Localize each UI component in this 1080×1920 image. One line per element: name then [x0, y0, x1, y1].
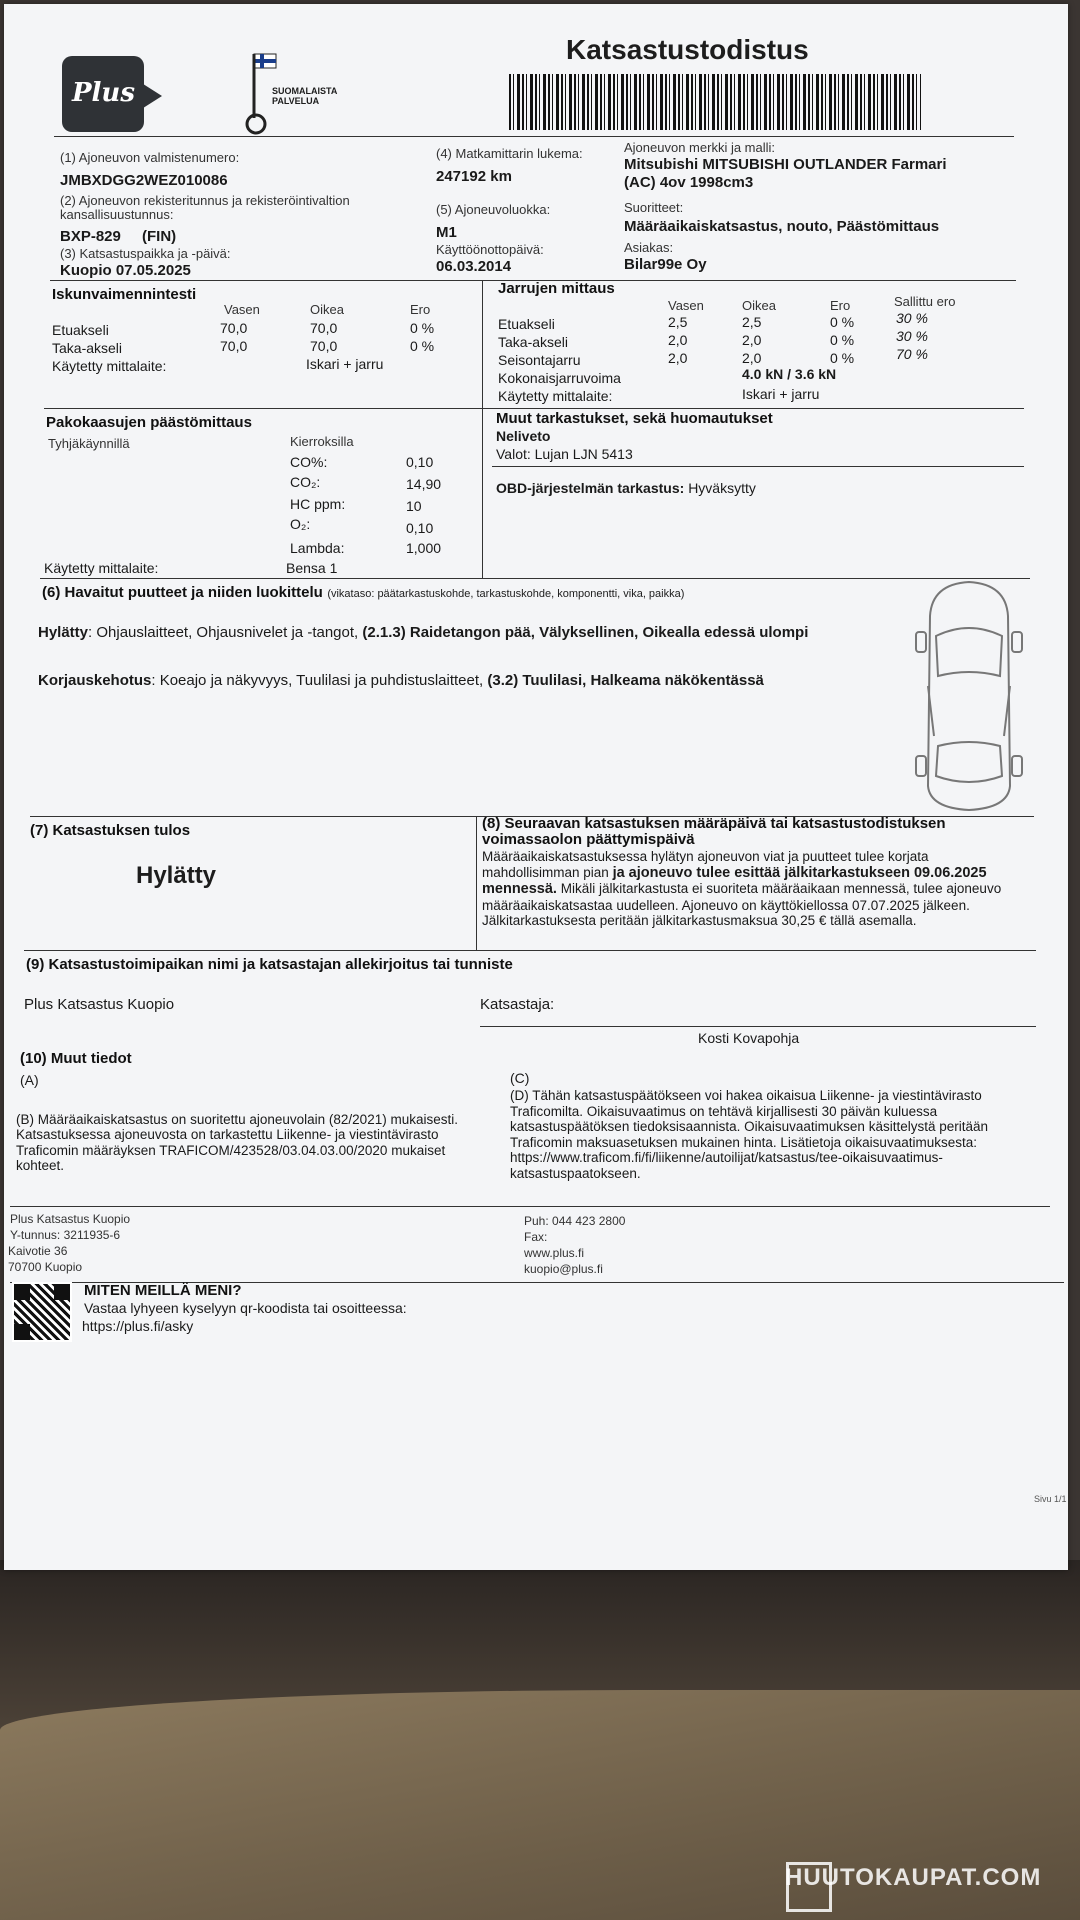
brakes-col-right: Oikea — [742, 298, 776, 313]
logo-arrow-icon — [140, 82, 162, 110]
next-text — [482, 849, 1002, 929]
emissions-title: Pakokaasujen päästömittaus — [46, 414, 252, 431]
brakes-row-diff: 0 % — [830, 314, 855, 330]
brakes-row-diff: 0 % — [830, 350, 855, 366]
emissions-rpm: Kierroksilla — [290, 434, 354, 449]
defects-title: (6) Havaitut puutteet ja niiden luokittelu — [42, 584, 323, 601]
defect-fail-detail: (2.1.3) Raidetangon pää, Välyksellinen, Oikealla edessä ulompi — [362, 624, 809, 641]
vin-label: (1) Ajoneuvon valmistenumero: — [60, 150, 240, 165]
place-label: (3) Katsastuspaikka ja -päivä: — [60, 246, 231, 261]
footer-email: kuopio@plus.fi — [524, 1262, 603, 1276]
document-title: Katsastustodistus — [566, 34, 809, 65]
next-text-1: Määräaikaiskatsastuksessa hylätyn ajoneuvon viat ja puutteet tulee korjata mahdollisimman pian — [482, 849, 929, 880]
obd-value: Hyväksytty — [688, 480, 756, 496]
odometer-value: 247192 km — [436, 168, 512, 185]
divider — [492, 466, 1024, 467]
footer-phone: Puh: 044 423 2800 — [524, 1214, 626, 1228]
emissions-row-value: 10 — [406, 498, 422, 514]
reg-country: (FIN) — [142, 228, 177, 245]
footer-company: Plus Katsastus Kuopio — [10, 1212, 131, 1226]
brakes-row-name: Taka-akseli — [498, 334, 569, 350]
brakes-row-right: 2,0 — [742, 332, 762, 348]
signature-line — [480, 1026, 1036, 1027]
customer-label: Asiakas: — [624, 240, 674, 255]
service-label: Suoritteet: — [624, 200, 684, 215]
intro-date-label: Käyttöönottopäivä: — [436, 242, 544, 257]
divider — [482, 280, 483, 578]
other-info-a: (A) — [20, 1072, 39, 1088]
customer-value: Bilar99e Oy — [624, 256, 707, 273]
brakes-total-label: Kokonaisjarruvoima — [498, 370, 621, 386]
make-line1: Mitsubishi MITSUBISHI OUTLANDER Farmari — [624, 156, 947, 173]
shock-row-diff: 0 % — [410, 320, 435, 336]
vin-value: JMBXDGG2WEZ010086 — [60, 172, 228, 189]
other-info-title: (10) Muut tiedot — [20, 1050, 132, 1067]
service-value: Määräaikaiskatsastus, nouto, Päästömittaus — [624, 218, 940, 235]
brakes-row-name: Seisontajarru — [498, 352, 581, 368]
divider — [10, 1206, 1050, 1207]
shock-row-left: 70,0 — [220, 320, 248, 336]
other-info-b: (B) Määräaikaiskatsastus on suoritettu ajoneuvolain (82/2021) mukaisesti. Katsastuksessa ajoneuvosta on tarkastettu Liikenne- ja viestintävirasto Traficomin määräyksen TRAFICOM/423528/03.04.03.00/2020 mukaiset kohteet. — [16, 1112, 458, 1174]
footer-city: 70700 Kuopio — [8, 1260, 83, 1274]
brakes-col-diff: Ero — [830, 298, 851, 313]
shock-col-left: Vasen — [224, 302, 260, 317]
emissions-row-value: 0,10 — [406, 454, 434, 470]
survey-url[interactable]: https://plus.fi/asky — [82, 1318, 194, 1334]
brakes-row-left: 2,5 — [668, 314, 688, 330]
survey-title: MITEN MEILLÄ MENI? — [84, 1282, 242, 1299]
footer-web: www.plus.fi — [524, 1246, 585, 1260]
emissions-row-name: HC ppm: — [290, 496, 346, 512]
class-value: M1 — [436, 224, 457, 241]
result-title: (7) Katsastuksen tulos — [30, 822, 191, 839]
brakes-row-right: 2,5 — [742, 314, 762, 330]
brakes-title: Jarrujen mittaus — [498, 280, 615, 297]
signature-title: (9) Katsastustoimipaikan nimi ja katsastajan allekirjoitus tai tunniste — [26, 956, 513, 973]
next-title: (8) Seuraavan katsastuksen määräpäivä tai katsastustodistuksen voimassaolon päättymispäivä — [482, 815, 946, 848]
station-name: Plus Katsastus Kuopio — [24, 996, 175, 1013]
brakes-total-value: 4.0 kN / 3.6 kN — [742, 366, 837, 382]
defect-fail — [38, 624, 898, 641]
brakes-row-right: 2,0 — [742, 350, 762, 366]
place-value: Kuopio 07.05.2025 — [60, 262, 191, 279]
emissions-row-value: 14,90 — [406, 476, 442, 492]
shock-row-right: 70,0 — [310, 338, 338, 354]
intro-date-value: 06.03.2014 — [436, 258, 512, 275]
reg-value: BXP-829 — [60, 228, 121, 245]
emissions-idle: Tyhjäkäynnillä — [48, 436, 130, 451]
make-label: Ajoneuvon merkki ja malli: — [624, 140, 776, 155]
defects-subtitle: (vikataso: päätarkastuskohde, tarkastuskohde, komponentti, vika, paikka) — [327, 588, 685, 600]
emissions-row-value: 1,000 — [406, 540, 442, 556]
shock-device-value: Iskari + jarru — [306, 356, 384, 372]
brakes-row-allowed: 70 % — [896, 346, 928, 362]
divider — [40, 578, 1030, 579]
other-info-d: (D) Tähän katsastuspäätökseen voi hakea oikaisua Liikenne- ja viestintävirasto Traficomilta. Oikaisuvaatimus on tehtävä kirjallisesti 30 päivän kuluessa katsastuspäätöksen tiedoksisaannista. Oikaisuvaatimuksen käsittelystä peritään Traficomin maksuasetuksen mukainen hinta. Lisätietoja oikaisuvaatimuksesta: https://www.traficom.fi/fi/liikenne/autoilijat/katsastus/tee-oikaisuvaatimus-katsastuspaatokseen. — [510, 1088, 989, 1181]
other-checks-line1: Neliveto — [496, 428, 551, 444]
brakes-col-left: Vasen — [668, 298, 704, 313]
shock-row-name: Etuakseli — [52, 322, 109, 338]
footer-street: Kaivotie 36 — [8, 1244, 68, 1258]
emissions-row-value: 0,10 — [406, 520, 434, 536]
shock-row-left: 70,0 — [220, 338, 248, 354]
shock-device-label: Käytetty mittalaite: — [52, 358, 167, 374]
result-value: Hylätty — [136, 862, 217, 889]
barcode — [509, 74, 921, 130]
obd-line — [496, 480, 756, 496]
qr-code[interactable] — [12, 1282, 72, 1342]
shock-row-diff: 0 % — [410, 338, 435, 354]
inspector-label: Katsastaja: — [480, 996, 555, 1013]
obd-label: OBD-järjestelmän tarkastus: — [496, 480, 685, 496]
defect-repair-text: : Koeajo ja näkyvyys, Tuulilasi ja puhdistuslaitteet, — [151, 672, 488, 689]
plus-logo — [62, 56, 144, 132]
brakes-row-diff: 0 % — [830, 332, 855, 348]
next-text-2: Mikäli jälkitarkastusta ei suoriteta määräaikaan mennessä, tulee ajoneuvo määräaikaiskatsastaa uudelleen. Ajoneuvo on käyttökiellossa 07.07.2025 jälkeen. Jälkitarkastuksesta peritään jälkitarkastusmaksua 30,25 € tällä asemalla. — [482, 881, 1002, 929]
brakes-device-value: Iskari + jarru — [742, 386, 820, 402]
inspector-name: Kosti Kovapohja — [698, 1030, 800, 1046]
footer-ytunnus: Y-tunnus: 3211935-6 — [10, 1228, 121, 1242]
divider — [24, 950, 1036, 951]
suomalaista-palvelua-badge: SUOMALAISTA PALVELUA — [272, 86, 337, 106]
page-number: Sivu 1/1 — [1034, 1494, 1067, 1504]
make-line2: (AC) 4ov 1998cm3 — [624, 174, 754, 191]
footer-fax: Fax: — [524, 1230, 548, 1244]
brakes-row-left: 2,0 — [668, 350, 688, 366]
brakes-device-label: Käytetty mittalaite: — [498, 388, 613, 404]
brakes-col-allowed: Sallittu ero — [894, 294, 956, 309]
emissions-device-value: Bensa 1 — [286, 560, 338, 576]
divider — [54, 136, 1014, 137]
divider — [44, 408, 1024, 409]
odometer-label: (4) Matkamittarin lukema: — [436, 146, 583, 161]
emissions-row-name: CO₂: — [290, 474, 321, 490]
defect-repair-label: Korjauskehotus — [38, 672, 152, 689]
other-checks-line2: Valot: Lujan LJN 5413 — [496, 446, 633, 462]
emissions-device-label: Käytetty mittalaite: — [44, 560, 159, 576]
brand-name: Plus — [72, 78, 135, 108]
emissions-row-name: CO%: — [290, 454, 328, 470]
shock-row-right: 70,0 — [310, 320, 338, 336]
emissions-row-name: O₂: — [290, 516, 311, 532]
car-diagram-icon — [910, 576, 1028, 814]
other-info-c: (C) — [510, 1070, 530, 1086]
class-label: (5) Ajoneuvoluokka: — [436, 202, 551, 217]
divider — [476, 816, 477, 950]
defect-fail-label: Hylätty — [38, 624, 89, 641]
brakes-row-name: Etuakseli — [498, 316, 555, 332]
shock-col-diff: Ero — [410, 302, 431, 317]
defect-repair — [38, 672, 764, 689]
brakes-row-left: 2,0 — [668, 332, 688, 348]
emissions-row-name: Lambda: — [290, 540, 345, 556]
brakes-row-allowed: 30 % — [896, 310, 928, 326]
survey-text: Vastaa lyhyeen kyselyyn qr-koodista tai osoitteessa: — [84, 1300, 407, 1316]
other-checks-title: Muut tarkastukset, sekä huomautukset — [496, 410, 773, 427]
shock-title: Iskunvaimennintesti — [52, 286, 197, 303]
reg-label: (2) Ajoneuvon rekisteritunnus ja rekisteröintivaltion kansallisuustunnus: — [60, 193, 350, 222]
defect-fail-text: : Ohjauslaitteet, Ohjausnivelet ja -tangot, — [88, 624, 363, 641]
watermark: HUUTOKAUPAT.COM — [785, 1864, 1042, 1891]
inspection-certificate — [4, 4, 1068, 1570]
shock-col-right: Oikea — [310, 302, 344, 317]
defects-header — [42, 584, 684, 602]
next-deadline: ja ajoneuvo tulee esittää jälkitarkastukseen 09.06.2025 mennessä. — [482, 864, 987, 898]
shock-row-name: Taka-akseli — [52, 340, 123, 356]
brakes-row-allowed: 30 % — [896, 328, 928, 344]
defect-repair-detail: (3.2) Tuulilasi, Halkeama näkökentässä — [487, 672, 764, 689]
